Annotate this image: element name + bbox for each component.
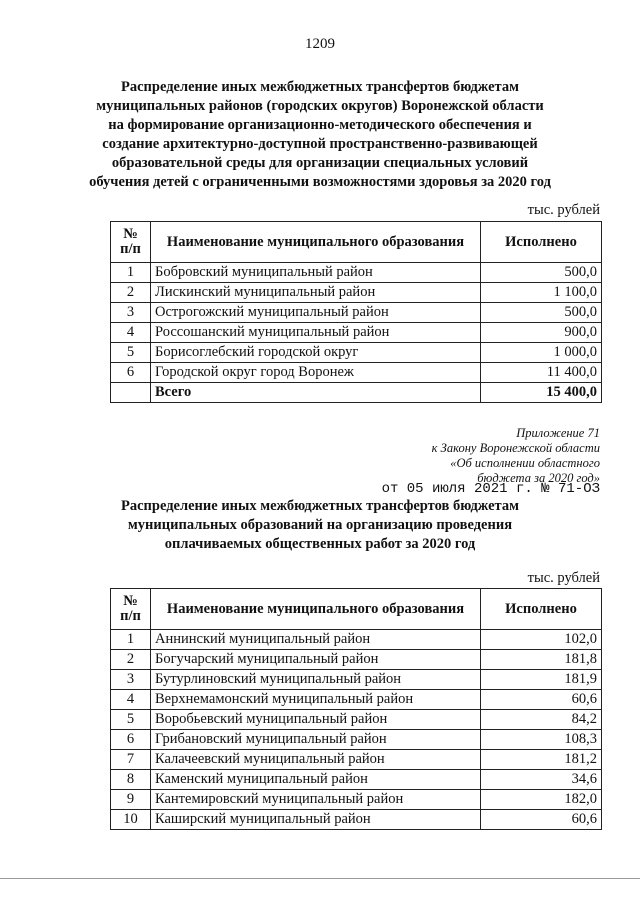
table-row [111,343,602,363]
row-value: 181,8 [481,650,602,670]
row-value: 34,6 [481,770,602,790]
row-value: 182,0 [481,790,602,810]
row-value: 1 100,0 [481,283,602,303]
title-line: оплачиваемых общественных работ за 2020 год [164,536,476,552]
row-value: 11 400,0 [481,363,602,383]
row-name: Бобровский муниципальный район [151,263,481,283]
table-header-row [111,589,602,630]
appendix-note [390,426,600,486]
appendix-line: к Закону Воронежской области [431,441,600,455]
table-row [111,630,602,650]
table-row [111,283,602,303]
title-line: обучения детей с ограниченными возможностями здоровья за 2020 год [89,174,551,190]
table-row [111,670,602,690]
row-value: 900,0 [481,323,602,343]
row-value: 500,0 [481,303,602,323]
row-name: Каменский муниципальный район [151,770,481,790]
row-number: 8 [111,770,151,790]
row-name: Верхнемамонский муниципальный район [151,690,481,710]
row-value: 60,6 [481,810,602,830]
row-number: 6 [111,363,151,383]
row-name: Острогожский муниципальный район [151,303,481,323]
row-name: Калачеевский муниципальный район [151,750,481,770]
row-number: 5 [111,343,151,363]
row-number: 4 [111,323,151,343]
header-name: Наименование муниципального образования [151,589,481,630]
page-number: 1209 [305,36,335,52]
appendix-line: бюджета за 2020 год» [477,471,600,485]
table-row [111,690,602,710]
row-name: Россошанский муниципальный район [151,323,481,343]
row-number: 3 [111,303,151,323]
row-number: 6 [111,730,151,750]
title-line: на формирование организационно-методического обеспечения и [108,117,532,133]
row-number: 4 [111,690,151,710]
header-num-line2: п/п [120,241,141,257]
table-row [111,810,602,830]
table-header-row [111,222,602,263]
row-name: Аннинский муниципальный район [151,630,481,650]
appendix-line: Приложение 71 [516,426,600,440]
appendix-line: «Об исполнении областного [450,456,600,470]
section1-table-body [111,263,602,403]
header-num-line1: № [123,593,138,609]
row-number: 1 [111,263,151,283]
row-number: 9 [111,790,151,810]
section2-table [110,588,602,830]
section1-unit: тыс. рублей [527,202,600,218]
header-num-line2: п/п [120,608,141,624]
row-name: Кантемировский муниципальный район [151,790,481,810]
row-number: 5 [111,710,151,730]
row-name: Борисоглебский городской округ [151,343,481,363]
table-row [111,263,602,283]
row-number: 3 [111,670,151,690]
row-value: 84,2 [481,710,602,730]
section1-table [110,221,602,403]
title-line: муниципальных образований на организацию проведения [127,517,513,533]
header-value: Исполнено [481,222,602,263]
header-num [111,589,151,630]
row-name: Лискинский муниципальный район [151,283,481,303]
row-name: Богучарский муниципальный район [151,650,481,670]
row-name: Каширский муниципальный район [151,810,481,830]
row-name: Городской округ город Воронеж [151,363,481,383]
header-num [111,222,151,263]
title-line: муниципальных районов (городских округов) Воронежской области [96,98,544,114]
law-date-stamp: от 05 июля 2021 г. № 71-ОЗ [381,481,600,497]
table-row [111,790,602,810]
row-value: 108,3 [481,730,602,750]
table-row [111,750,602,770]
row-number: 2 [111,283,151,303]
row-value: 60,6 [481,690,602,710]
row-value: 1 000,0 [481,343,602,363]
row-value: 500,0 [481,263,602,283]
section2-title [80,497,560,554]
header-value: Исполнено [481,589,602,630]
table-row [111,363,602,383]
table-row [111,650,602,670]
row-number: 2 [111,650,151,670]
total-empty-cell [111,383,151,403]
section1-title [80,78,560,192]
row-number: 1 [111,630,151,650]
table-row [111,303,602,323]
header-num-line1: № [123,226,138,242]
total-row [111,383,602,403]
row-value: 102,0 [481,630,602,650]
total-value: 15 400,0 [481,383,602,403]
table-row [111,323,602,343]
title-line: образовательной среды для организации специальных условий [111,155,529,171]
section2-table-body [111,630,602,830]
title-line: создание архитектурно-доступной пространственно-развивающей [102,136,538,152]
row-number: 7 [111,750,151,770]
row-value: 181,2 [481,750,602,770]
row-value: 181,9 [481,670,602,690]
table-row [111,770,602,790]
table-row [111,730,602,750]
row-name: Бутурлиновский муниципальный район [151,670,481,690]
row-name: Воробьевский муниципальный район [151,710,481,730]
table-row [111,710,602,730]
row-name: Грибановский муниципальный район [151,730,481,750]
page-bottom-rule [0,878,640,879]
section2-unit: тыс. рублей [527,570,600,586]
total-label: Всего [151,383,481,403]
title-line: Распределение иных межбюджетных трансфертов бюджетам [121,79,519,95]
header-name: Наименование муниципального образования [151,222,481,263]
row-number: 10 [111,810,151,830]
title-line: Распределение иных межбюджетных трансфертов бюджетам [121,498,519,514]
